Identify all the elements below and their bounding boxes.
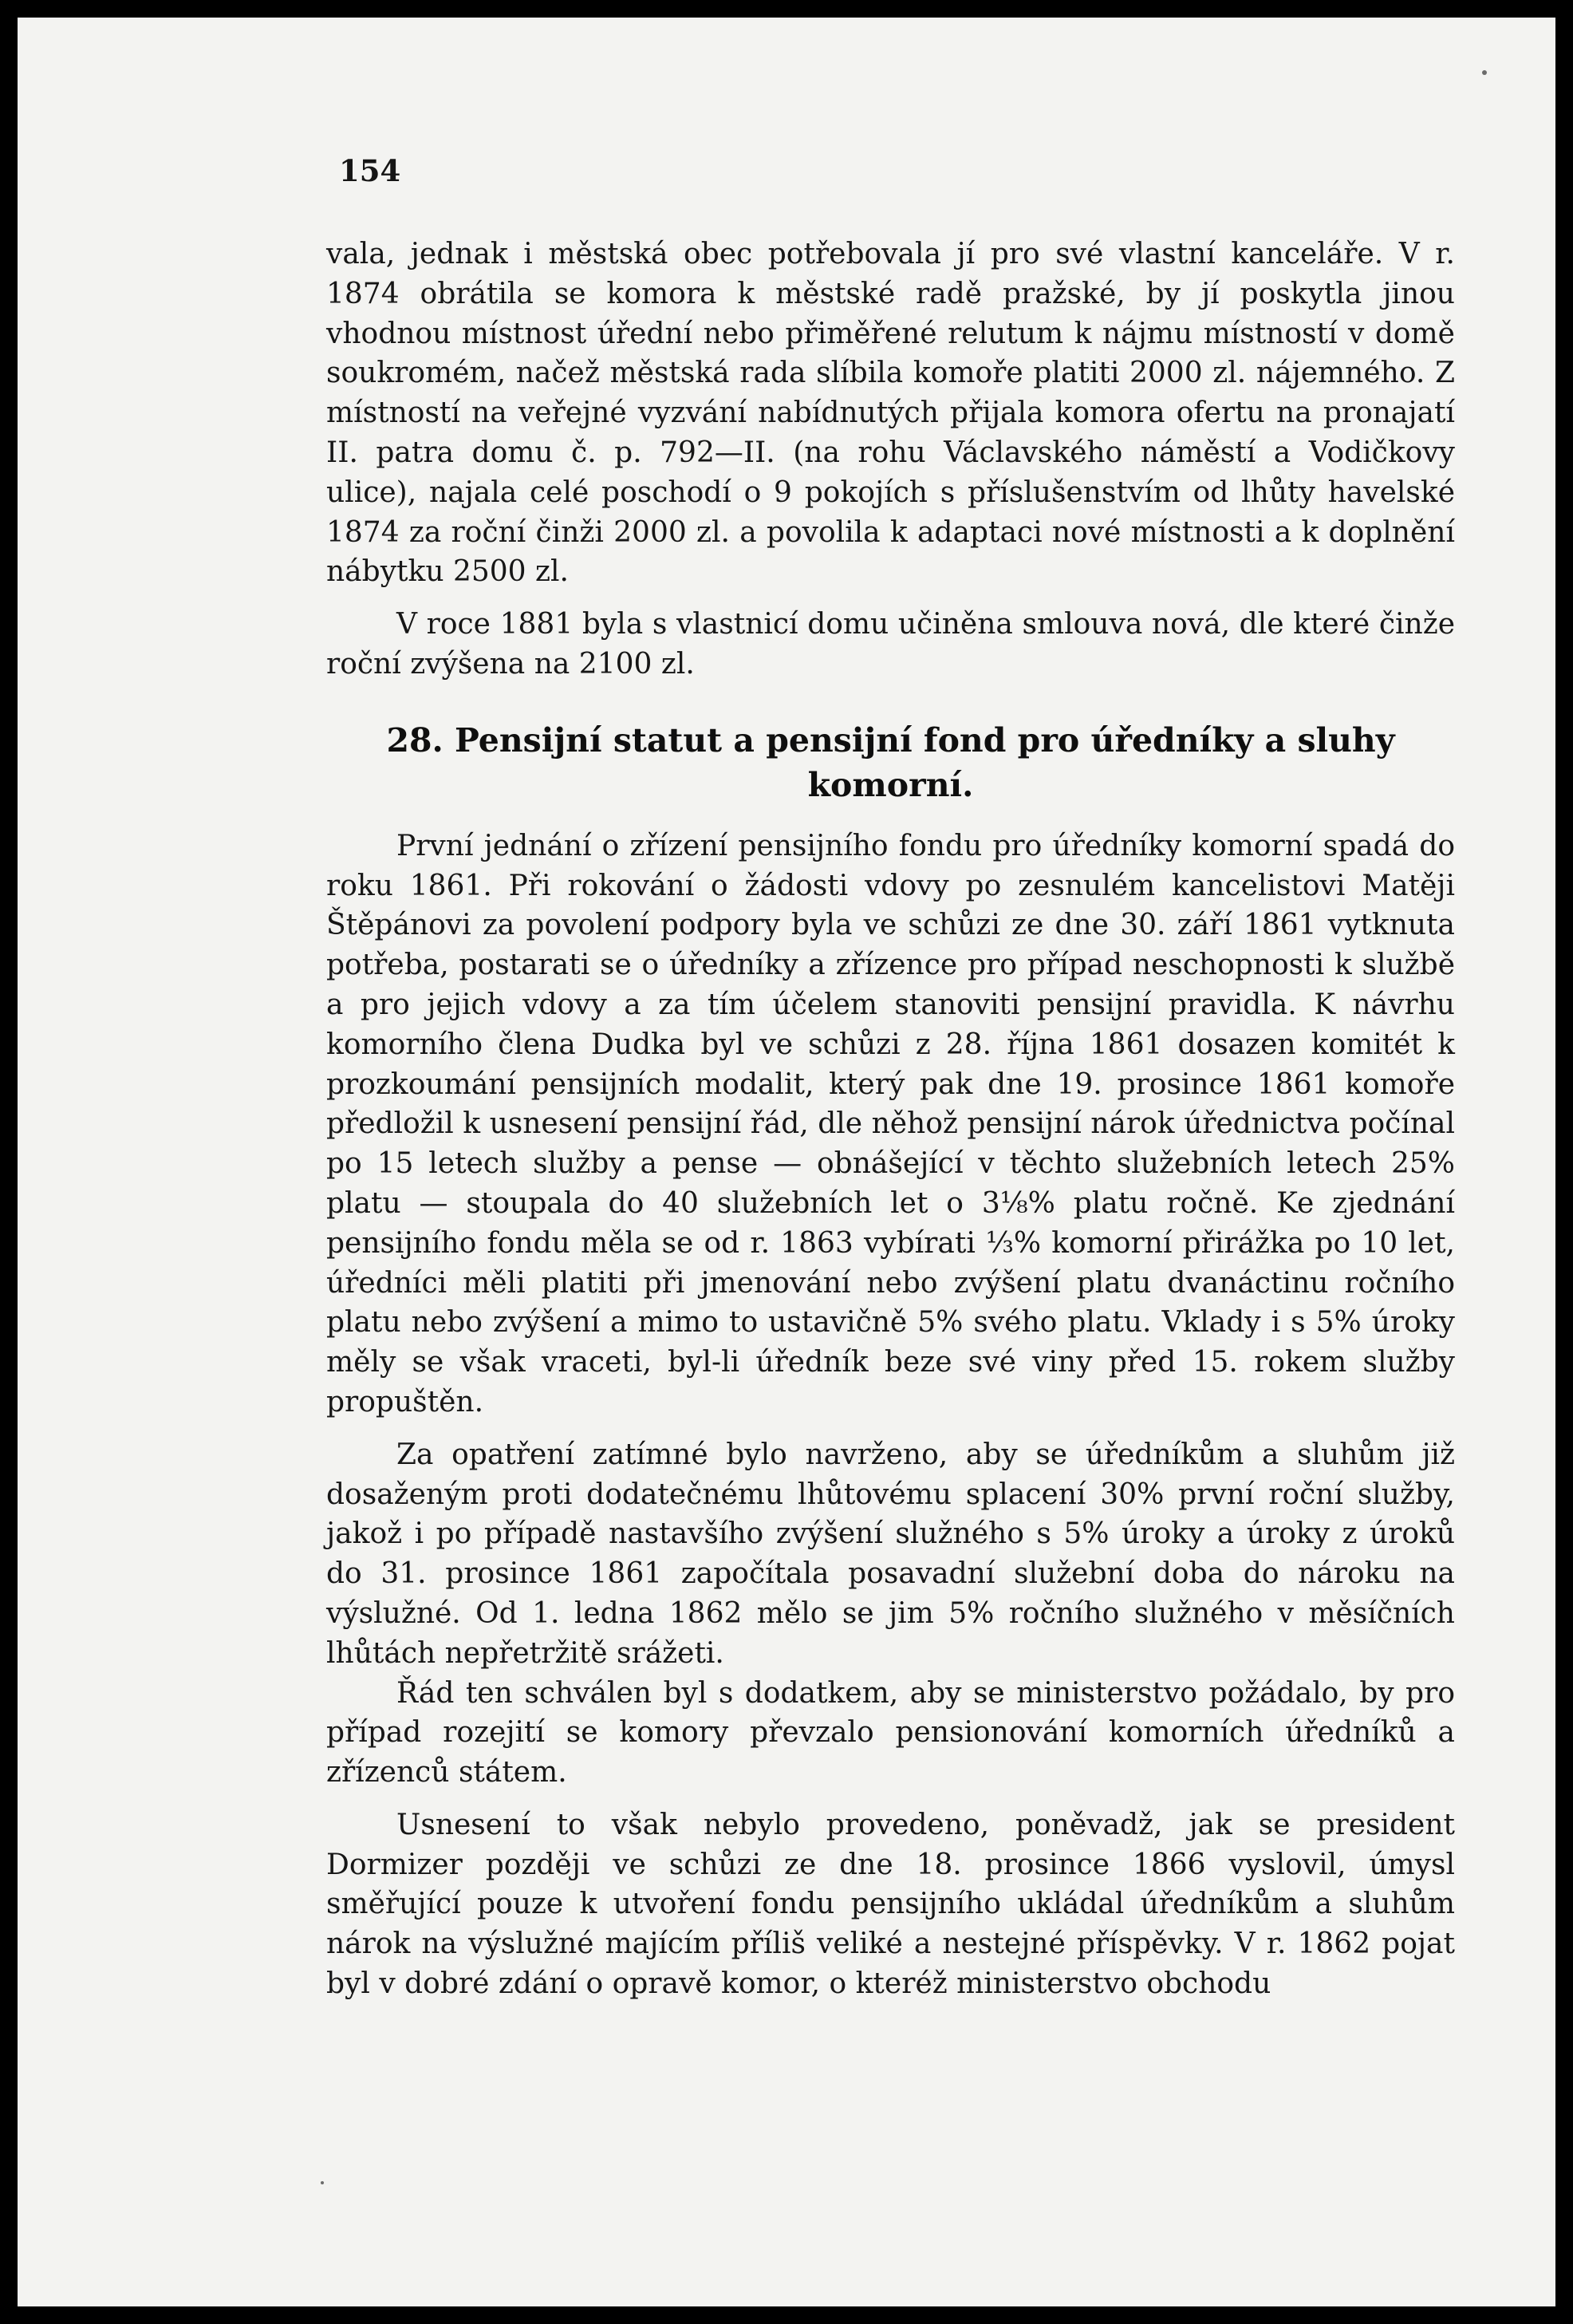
paragraph-approval: Řád ten schválen byl s dodatkem, aby se ministerstvo požádalo, by pro případ rozejití se komory převzalo pensionování komorních úředníků a zřízenců státem. bbox=[326, 1676, 1455, 1789]
paragraph-resolution-not-executed: Usnesení to však nebylo provedeno, poněvadž, jak se president Dormizer později ve schůzi ze dne 18. prosince 1866 vyslovil, úmysl směřující pouze k utvoření fondu pensijního ukládal úředníkům a sluhům nárok na výslužné majícím příliš veliké a nestejné příspěvky. V r. 1862 pojat byl v dobré zdání o opravě komor, o kteréž ministerstvo obchodu bbox=[326, 1808, 1455, 2001]
book-page bbox=[18, 18, 1555, 2306]
paragraph-rent-increase: V roce 1881 byla s vlastnicí domu učiněna smlouva nová, dle které činže roční zvýšena na 2100 zl. bbox=[326, 608, 1455, 681]
body-text bbox=[326, 235, 1455, 2004]
scan-speck bbox=[321, 2181, 324, 2184]
section-heading: 28. Pensijní statut a pensijní fond pro úředníky a sluhy komorní. bbox=[386, 720, 1395, 804]
paragraph-office-rental: vala, jednak i městská obec potřebovala jí pro své vlastní kanceláře. V r. 1874 obrátila se komora k městské radě pražské, by jí poskytla jinou vhodnou místnost úřední nebo přiměřené relutum k nájmu místností v domě soukromém, načež městská rada slíbila komoře platiti 2000 zl. nájemného. Z místností na veřejné vyzvání nabídnutých přijala komora ofertu na pronajatí II. patra domu č. p. 792—II. (na rohu Václavského náměstí a Vodičkovy ulice), najala celé poschodí o 9 pokojích s příslušenstvím od lhůty havelské 1874 za roční činži 2000 zl. a povolila k adaptaci nové místnosti a k doplnění nábytku 2500 zl. bbox=[326, 238, 1455, 589]
page-number: 154 bbox=[339, 153, 401, 188]
paragraph-pension-fund-origin: První jednání o zřízení pensijního fondu pro úředníky komorní spadá do roku 1861. Při rokování o žádosti vdovy po zesnulém kancelistovi Matěji Štěpánovi za povolení podpory byla ve schůzi ze dne 30. září 1861 vytknuta potřeba, postarati se o úředníky a zřízence pro případ neschopnosti k službě a pro jejich vdovy a za tím účelem stanoviti pensijní pravidla. K návrhu komorního člena Dudka byl ve schůzi z 28. října 1861 dosazen komitét k prozkoumání pensijních modalit, který pak dne 19. prosince 1861 komoře předložil k usnesení pensijní řád, dle něhož pensijní nárok úřednictva počínal po 15 letech služby a pense — obnášející v těchto služebních letech 25% platu — stoupala do 40 služebních let o 3⅛% platu ročně. Ke zjednání pensijního fondu měla se od r. 1863 vybírati ⅓% komorní přirážka po 10 let, úředníci měli platiti při jmenování nebo zvýšení platu dvanáctinu ročního platu nebo zvýšení a mimo to ustavičně 5% svého platu. Vklady i s 5% úroky měly se však vraceti, byl-li úředník beze své viny před 15. rokem služby propuštěn. bbox=[326, 829, 1455, 1418]
scan-speck bbox=[1482, 70, 1487, 75]
paragraph-interim-measures: Za opatření zatímné bylo navrženo, aby se úředníkům a sluhům již dosaženým proti dodatečnému lhůtovému splacení 30% první roční služby, jakož i po případě nastavšího zvýšení služného s 5% úroky a úroky z úroků do 31. prosince 1861 započítala posavadní služební doba do nároku na výslužné. Od 1. ledna 1862 mělo se jim 5% ročního služného v měsíčních lhůtách nepřetržitě srážeti. bbox=[326, 1438, 1455, 1670]
